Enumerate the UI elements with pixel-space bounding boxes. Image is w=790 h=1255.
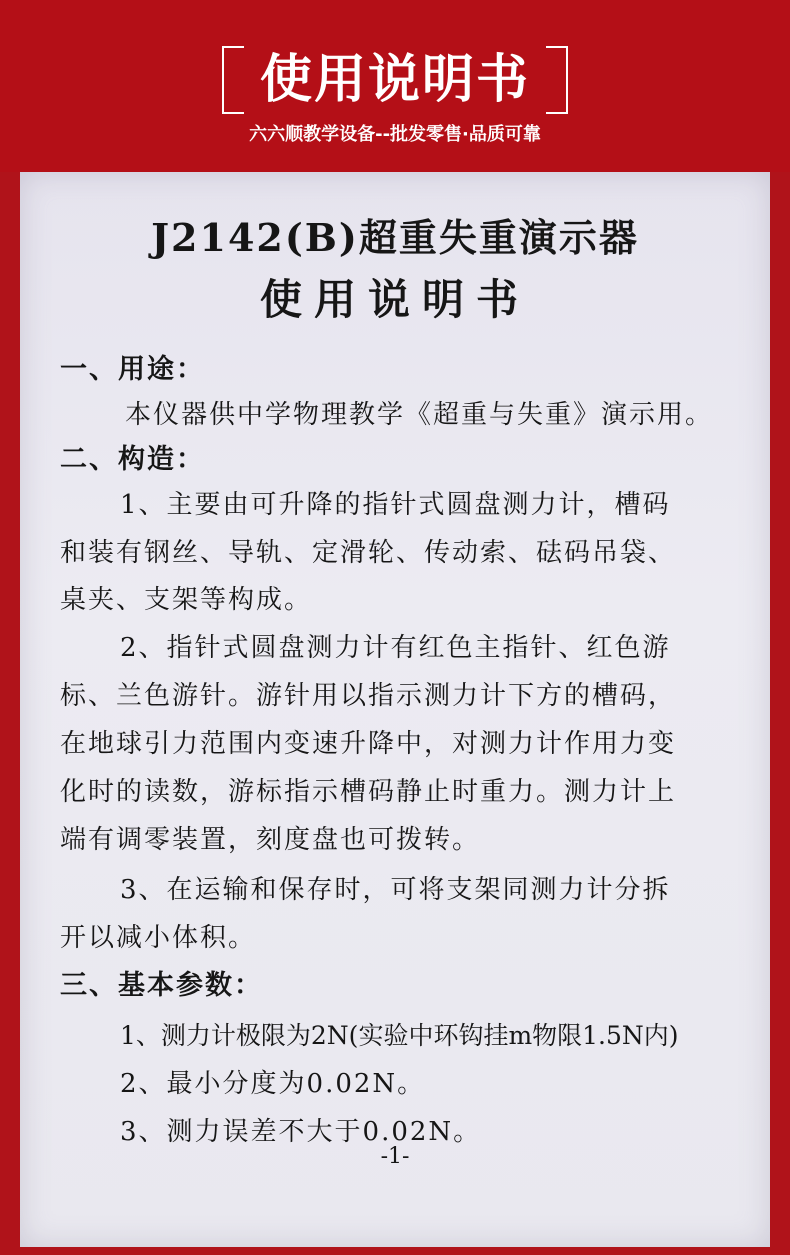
section-heading-parameters: 三、基本参数： xyxy=(60,970,263,1001)
body-line: 化时的读数，游标指示槽码静止时重力。测力计上 xyxy=(60,777,677,807)
body-line: 桌夹、支架等构成。 xyxy=(60,585,313,615)
manual-page xyxy=(20,172,770,1247)
body-line: 3、在运输和保存时，可将支架同测力计分拆 xyxy=(120,875,671,905)
body-line: 3、测力误差不大于0.02N。 xyxy=(120,1117,482,1147)
body-line: 在地球引力范围内变速升降中，对测力计作用力变 xyxy=(60,729,677,759)
body-line: 1、主要由可升降的指针式圆盘测力计，槽码 xyxy=(120,490,671,520)
section-heading-purpose: 一、用途： xyxy=(60,354,205,385)
document-title: J2142(B)超重失重演示器 xyxy=(151,215,639,260)
banner-title: 使用说明书 xyxy=(259,50,530,110)
header-banner xyxy=(0,0,790,172)
section-heading-structure: 二、构造： xyxy=(60,444,205,475)
body-line: 标、兰色游针。游针用以指示测力计下方的槽码， xyxy=(60,681,677,711)
body-line: 和装有钢丝、导轨、定滑轮、传动索、砝码吊袋、 xyxy=(60,538,677,568)
body-line: 2、最小分度为0.02N。 xyxy=(120,1069,426,1099)
body-line: 2、指针式圆盘测力计有红色主指针、红色游 xyxy=(120,633,671,663)
banner-subtitle: 六六顺教学设备--批发零售·品质可靠 xyxy=(249,124,541,145)
body-line: 本仪器供中学物理教学《超重与失重》演示用。 xyxy=(125,400,714,430)
body-line: 开以减小体积。 xyxy=(60,923,257,953)
body-line: 端有调零装置，刻度盘也可拨转。 xyxy=(60,825,481,855)
document-subtitle: 使用说明书 xyxy=(259,275,530,324)
page-number: -1- xyxy=(380,1144,410,1169)
body-line: 1、测力计极限为2N(实验中环钩挂m物限1.5N内) xyxy=(120,1021,679,1050)
